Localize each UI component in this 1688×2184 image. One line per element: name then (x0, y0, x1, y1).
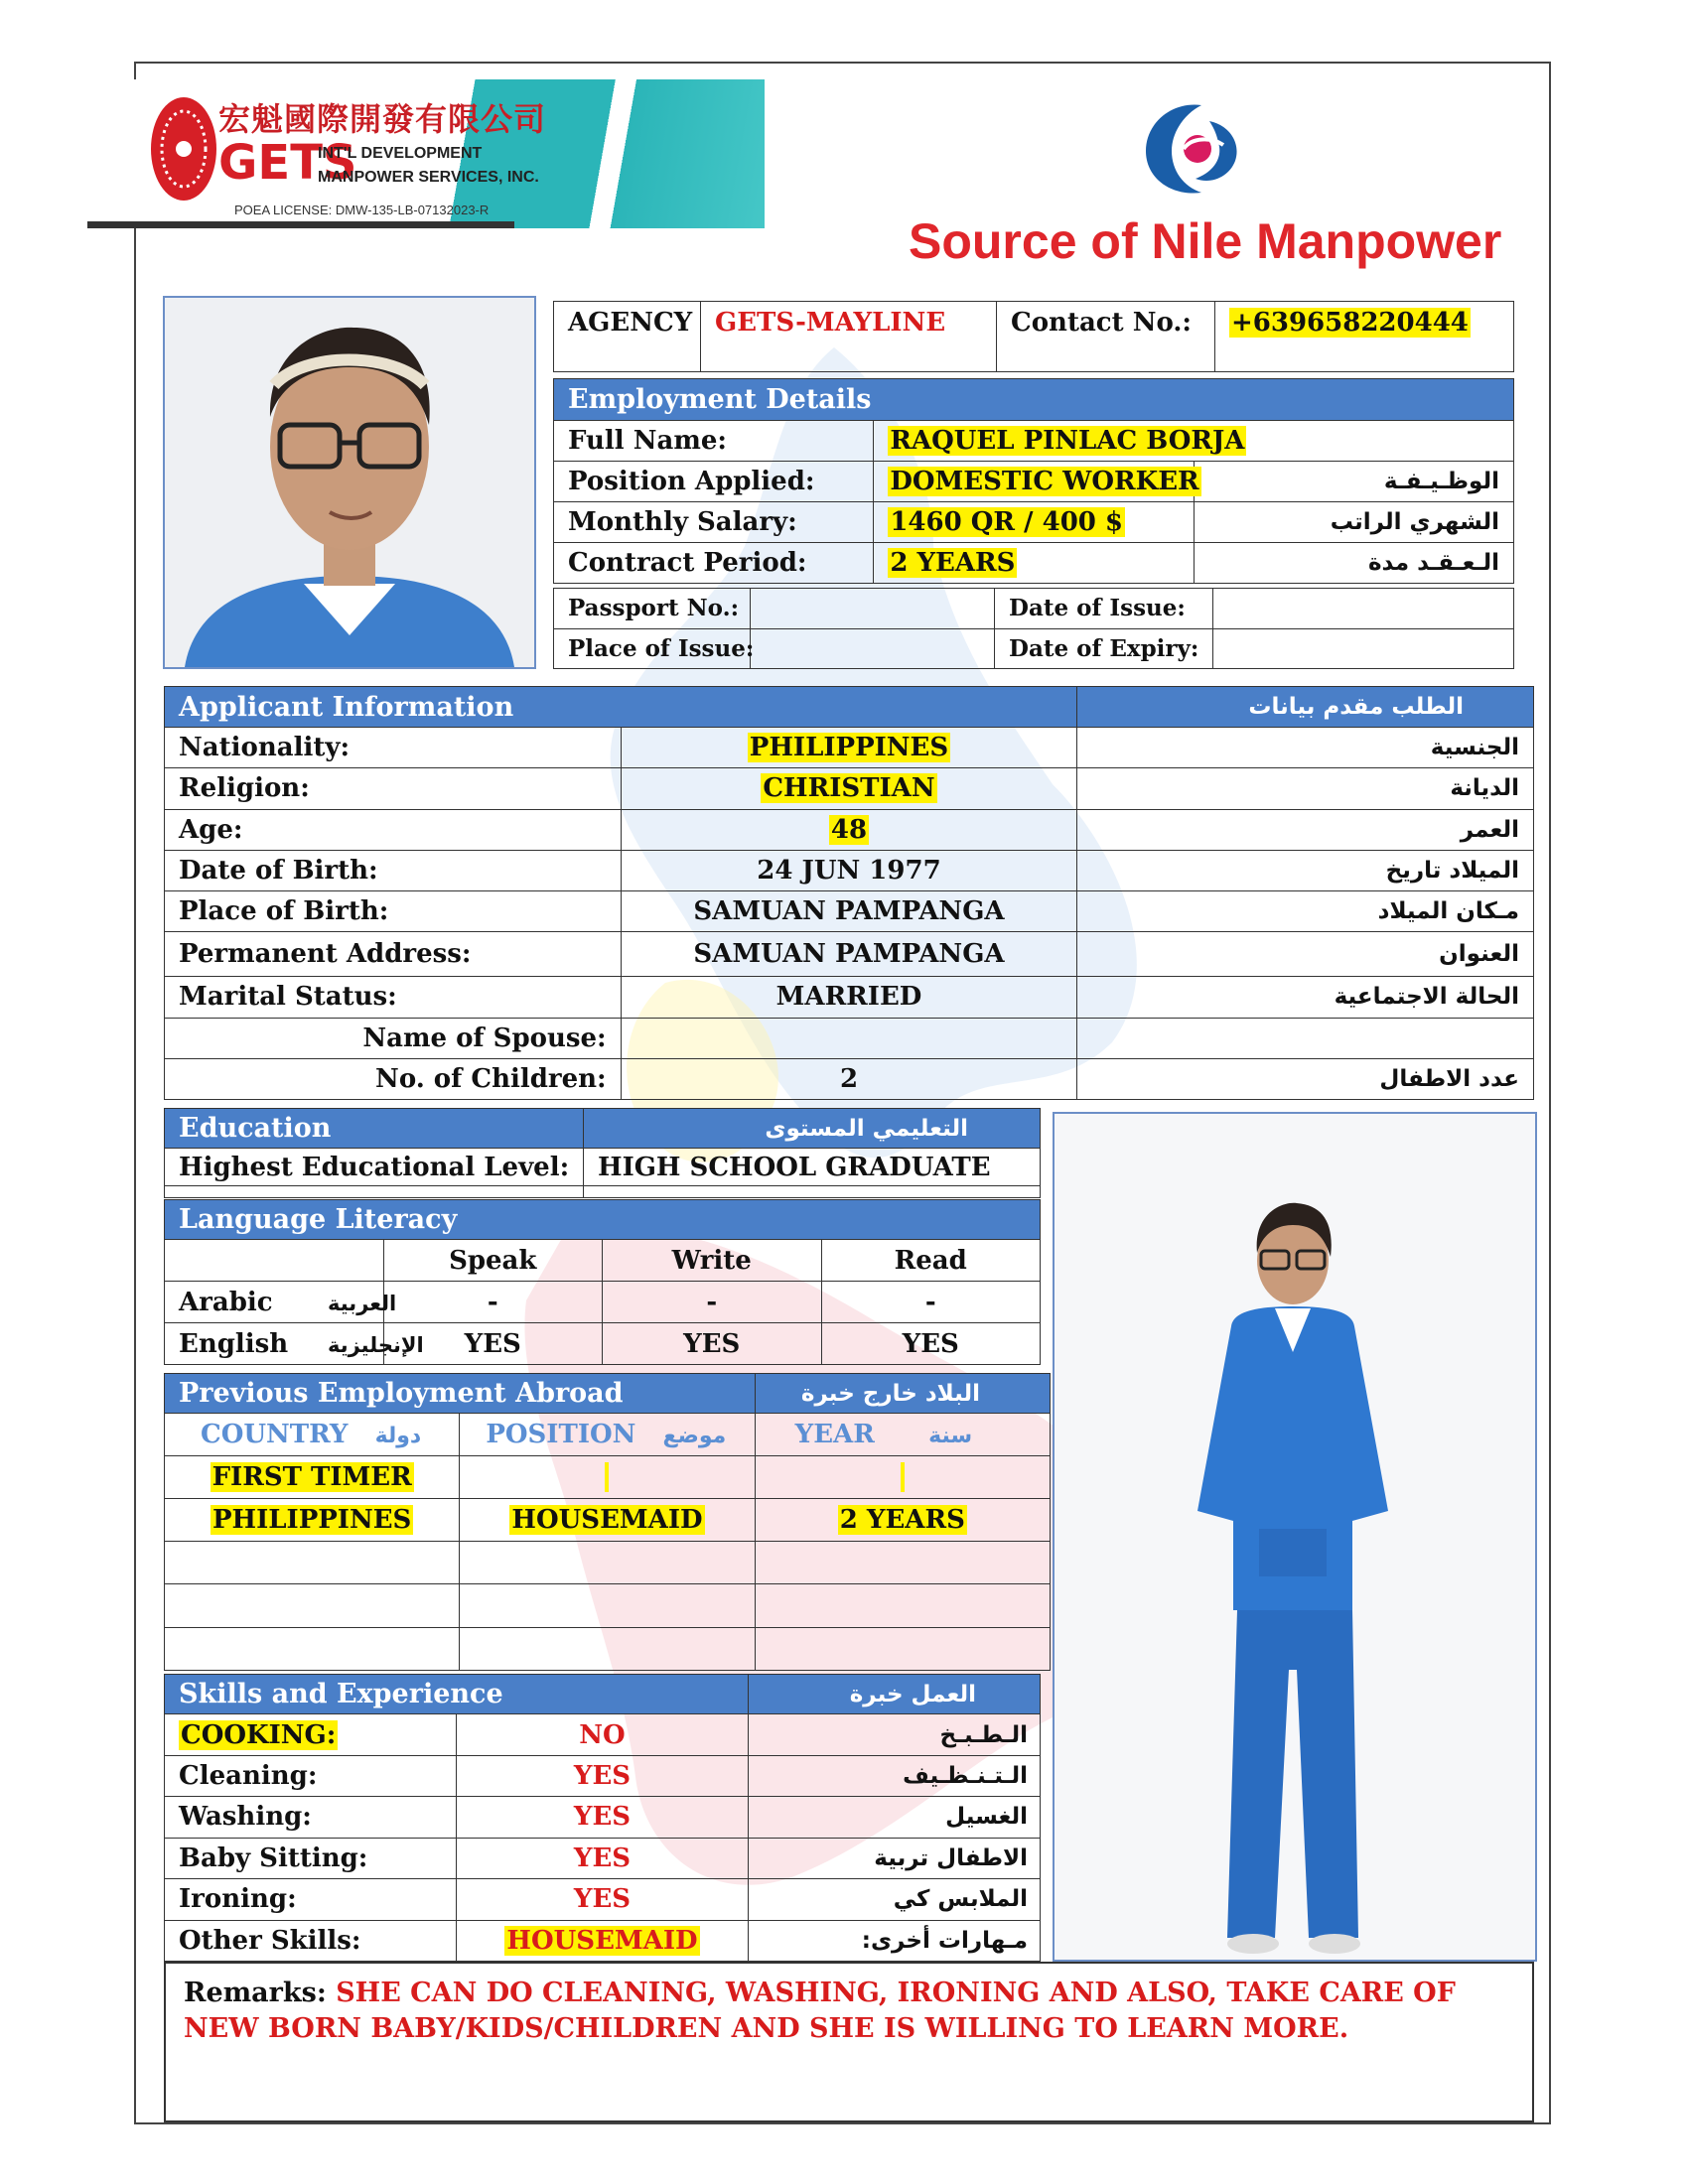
position-arabic: الوظـيـفـة (1194, 462, 1513, 502)
education-level-value: HIGH SCHOOL GRADUATE (584, 1149, 1041, 1186)
gets-globe-icon (149, 89, 218, 208)
passport-table (553, 588, 1514, 669)
skill-value: NO (579, 1719, 626, 1750)
applicant-arabic: الديانة (1077, 768, 1534, 809)
col-position-ar: موضع (662, 1423, 727, 1448)
skill-label: COOKING: (181, 1719, 337, 1750)
applicant-value: 2 (839, 1063, 859, 1094)
applicant-label: Permanent Address: (165, 932, 622, 977)
applicant-label: Name of Spouse: (165, 1018, 622, 1058)
applicant-value-cell (621, 977, 1077, 1018)
applicant-value-cell (621, 890, 1077, 931)
salary-cell (874, 502, 1194, 543)
prev-empty-cell (165, 1542, 460, 1584)
previous-header-arabic: البلاد خارج خبرة (755, 1374, 1050, 1414)
skill-label-cell (165, 1797, 457, 1838)
skill-label: Baby Sitting: (179, 1843, 368, 1873)
previous-employment-table (164, 1373, 1051, 1671)
skill-label: Cleaning: (179, 1761, 318, 1792)
applicant-full-body-photo (1053, 1112, 1537, 1962)
applicant-value: SAMUAN PAMPANGA (693, 939, 1005, 970)
col-country-ar: دولة (374, 1423, 422, 1448)
remarks-text: SHE CAN DO CLEANING, WASHING, IRONING AND ALSO, TAKE CARE OF NEW BORN BABY/KIDS/CHILDREN AND SHE IS WILLING TO LEARN MORE. (184, 1978, 1456, 2044)
skills-header-arabic: العمل خبرة (749, 1675, 1041, 1714)
applicant-portrait-photo (163, 296, 536, 669)
applicant-header: Applicant Information (165, 687, 1077, 728)
skill-label: Ironing: (179, 1884, 297, 1915)
language-corner (165, 1240, 384, 1282)
education-level-label: Highest Educational Level: (165, 1149, 584, 1186)
prev-empty-cell (755, 1627, 1050, 1670)
prev-year: 2 YEARS (839, 1504, 965, 1535)
skill-value-cell (457, 1879, 749, 1920)
prev-position-cell (460, 1455, 755, 1498)
applicant-value-cell (621, 850, 1077, 890)
language-name-cell (165, 1323, 424, 1365)
skill-arabic: الغسيل (749, 1797, 1041, 1838)
language-write: - (603, 1282, 822, 1323)
col-country (165, 1414, 460, 1455)
applicant-value-cell (621, 1018, 1077, 1058)
skill-label-cell (165, 1714, 457, 1755)
agency-brand-title: Source of Nile Manpower (909, 213, 1502, 269)
contact-value: +639658220444 (1231, 308, 1469, 338)
skill-label-cell (165, 1838, 457, 1878)
applicant-label: No. of Children: (165, 1058, 622, 1099)
date-issue-label: Date of Issue: (995, 589, 1213, 629)
applicant-value: 24 JUN 1977 (757, 855, 941, 886)
place-issue-value (751, 628, 995, 669)
applicant-arabic: عدد الاطفال (1077, 1058, 1534, 1099)
gets-name: GETS (218, 135, 357, 191)
skill-label: Other Skills: (179, 1925, 361, 1956)
applicant-arabic: العمر (1077, 809, 1534, 850)
prev-position-cell (460, 1498, 755, 1541)
education-header-arabic: التعليمي المستوى (584, 1109, 1041, 1149)
language-name: Arabic (179, 1287, 273, 1317)
poea-license: POEA LICENSE: DMW-135-LB-07132023-R (234, 203, 490, 217)
prev-country: PHILIPPINES (211, 1504, 412, 1535)
applicant-value: MARRIED (775, 982, 922, 1013)
skill-value-cell (457, 1755, 749, 1796)
prev-year-cell (755, 1455, 1050, 1498)
prev-year-cell (755, 1498, 1050, 1541)
skill-value-cell (457, 1714, 749, 1755)
applicant-value: CHRISTIAN (763, 773, 935, 804)
applicant-value: PHILIPPINES (749, 733, 949, 763)
place-issue-label: Place of Issue: (554, 628, 751, 669)
applicant-value-cell (621, 1058, 1077, 1099)
education-spacer-right (584, 1186, 1041, 1198)
applicant-value: SAMUAN PAMPANGA (693, 896, 1005, 927)
passport-no-label: Passport No.: (554, 589, 751, 629)
language-write: YES (603, 1323, 822, 1365)
applicant-label: Age: (165, 809, 622, 850)
education-table (164, 1108, 1041, 1197)
position-cell (874, 462, 1199, 502)
date-expiry-value (1213, 628, 1514, 669)
contract-arabic: الـعـقـد مدة (1194, 543, 1513, 584)
gets-chinese-name: 宏魁國際開發有限公司 (218, 100, 547, 138)
agency-label: AGENCY (554, 302, 701, 372)
employment-header: Employment Details (554, 379, 1514, 421)
skill-value-cell (457, 1797, 749, 1838)
full-name-cell (874, 421, 1514, 462)
previous-header: Previous Employment Abroad (165, 1374, 756, 1414)
skill-value: YES (573, 1884, 632, 1915)
applicant-arabic (1077, 1018, 1534, 1058)
skill-arabic: الـتـنـظـيف (749, 1755, 1041, 1796)
skill-value: HOUSEMAID (506, 1925, 698, 1956)
skill-label-cell (165, 1920, 457, 1961)
employment-table (553, 378, 1514, 583)
full-name-label: Full Name: (554, 421, 874, 462)
language-read: - (821, 1282, 1041, 1323)
gets-sub2: MANPOWER SERVICES, INC. (318, 169, 539, 186)
skill-value: YES (573, 1843, 632, 1873)
col-year (755, 1414, 1050, 1455)
education-spacer-left (165, 1186, 584, 1198)
contact-label: Contact No.: (997, 302, 1215, 372)
skills-table (164, 1674, 1041, 1962)
agency-value: GETS-MAYLINE (701, 302, 997, 372)
language-arabic: الإنجليزية (328, 1332, 424, 1357)
applicant-value-cell (621, 932, 1077, 977)
applicant-arabic: الحالة الاجتماعية (1077, 977, 1534, 1018)
language-speak: YES (383, 1323, 603, 1365)
col-position-en: POSITION (486, 1419, 636, 1449)
skill-label-cell (165, 1755, 457, 1796)
applicant-arabic: العنوان (1077, 932, 1534, 977)
language-read: YES (821, 1323, 1041, 1365)
skill-value: YES (573, 1802, 632, 1833)
date-issue-value (1213, 589, 1514, 629)
prev-country-cell (165, 1498, 460, 1541)
col-read: Read (821, 1240, 1041, 1282)
contract-cell (874, 543, 1194, 584)
skill-value-cell (457, 1838, 749, 1878)
gets-sub1: INT'L DEVELOPMENT (318, 145, 483, 162)
col-year-ar: سنة (928, 1423, 973, 1448)
applicant-value: 48 (830, 814, 868, 845)
prev-country: FIRST TIMER (211, 1461, 412, 1492)
prev-empty-cell (165, 1584, 460, 1627)
salary-value: 1460 QR / 400 $ (890, 507, 1124, 537)
prev-country-cell (165, 1455, 460, 1498)
skill-arabic: الملابس كي (749, 1879, 1041, 1920)
language-header: Language Literacy (165, 1200, 1041, 1240)
contact-cell (1215, 302, 1514, 372)
skill-arabic: مـهارات أخرى: (749, 1920, 1041, 1961)
col-speak: Speak (383, 1240, 603, 1282)
skill-arabic: الاطفال تربية (749, 1838, 1041, 1878)
education-header: Education (165, 1109, 584, 1149)
applicant-arabic: الميلاد تاريخ (1077, 850, 1534, 890)
applicant-arabic: الجنسية (1077, 728, 1534, 768)
gets-underline (87, 221, 514, 228)
skill-arabic: الـطـبـخ (749, 1714, 1041, 1755)
prev-position (605, 1462, 609, 1492)
skills-header: Skills and Experience (165, 1675, 749, 1714)
salary-label: Monthly Salary: (554, 502, 874, 543)
language-name-cell (165, 1282, 397, 1323)
language-name: English (179, 1328, 289, 1359)
col-write: Write (603, 1240, 822, 1282)
prev-empty-cell (460, 1584, 755, 1627)
applicant-label: Marital Status: (165, 977, 622, 1018)
applicant-label: Religion: (165, 768, 622, 809)
full-name-value: RAQUEL PINLAC BORJA (890, 426, 1245, 456)
applicant-value-cell (621, 728, 1077, 768)
remarks-box (164, 1962, 1534, 2122)
applicant-label: Nationality: (165, 728, 622, 768)
salary-arabic: الشهري الراتب (1194, 502, 1513, 543)
col-position (460, 1414, 755, 1455)
applicant-value-cell (621, 768, 1077, 809)
applicant-value-cell (621, 809, 1077, 850)
skill-value-cell (457, 1920, 749, 1961)
prev-year (901, 1462, 905, 1492)
applicant-table (164, 686, 1534, 1100)
prev-empty-cell (460, 1627, 755, 1670)
skill-label-cell (165, 1879, 457, 1920)
applicant-label: Date of Birth: (165, 850, 622, 890)
agency-table (553, 301, 1514, 372)
skill-label: Washing: (179, 1802, 312, 1833)
prev-empty-cell (460, 1542, 755, 1584)
col-country-en: COUNTRY (201, 1419, 349, 1449)
position-label: Position Applied: (554, 462, 874, 502)
prev-empty-cell (755, 1542, 1050, 1584)
position-value: DOMESTIC WORKER (890, 467, 1199, 496)
prev-empty-cell (755, 1584, 1050, 1627)
applicant-label: Place of Birth: (165, 890, 622, 931)
col-year-en: YEAR (794, 1419, 875, 1449)
language-arabic: العربية (328, 1291, 397, 1315)
skill-value: YES (573, 1761, 632, 1792)
date-expiry-label: Date of Expiry: (995, 628, 1213, 669)
language-table (164, 1199, 1041, 1364)
prev-position: HOUSEMAID (511, 1504, 703, 1535)
prev-empty-cell (165, 1627, 460, 1670)
applicant-arabic: مـكان الميلاد (1077, 890, 1534, 931)
remarks-label: Remarks: (184, 1978, 327, 2008)
passport-no-value (751, 589, 995, 629)
contract-label: Contract Period: (554, 543, 874, 584)
source-of-nile-logo-icon (1132, 97, 1251, 201)
language-speak: - (383, 1282, 603, 1323)
contract-value: 2 YEARS (890, 548, 1016, 578)
applicant-header-arabic: الطلب مقدم بيانات (1077, 687, 1534, 728)
